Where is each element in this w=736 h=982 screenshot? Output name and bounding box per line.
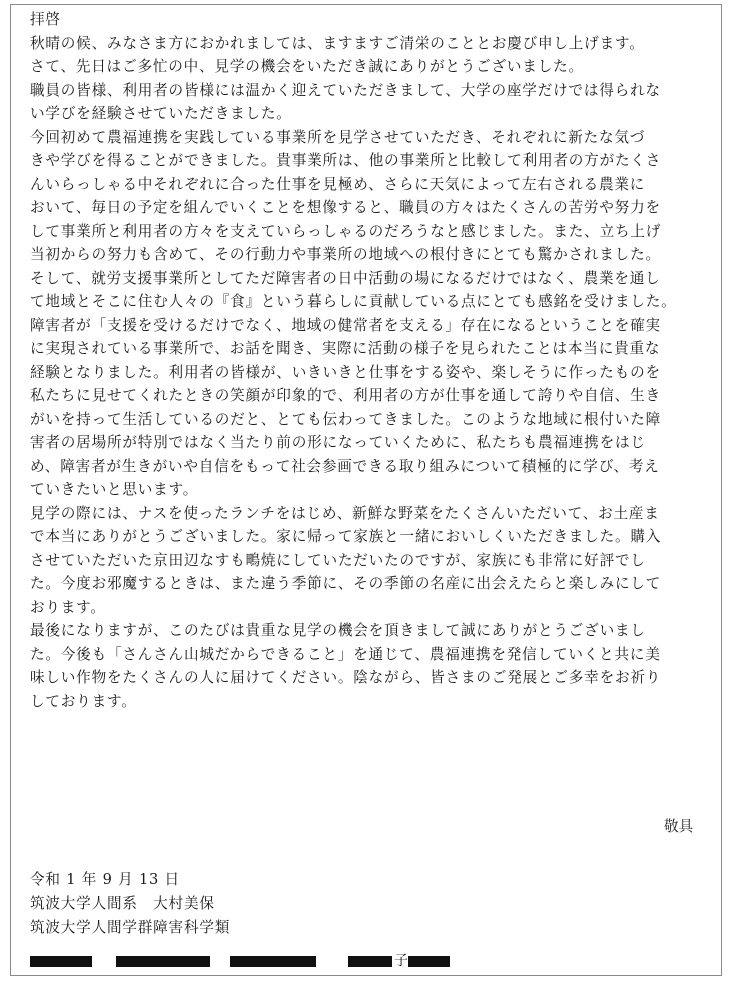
body-line: 私たちに見せてくれたときの笑顔が印象的で、利用者の方が仕事を通して誇りや自信、生き bbox=[30, 387, 661, 404]
body-line: 障害者が「支援を受けるだけでなく、地域の健常者を支える」存在になるということを確実 bbox=[30, 316, 661, 334]
body-line: しております。 bbox=[30, 692, 137, 710]
body-line: た。今度お邪魔するときは、また違う季節に、その季節の名産に出会えたらと楽しみにして bbox=[30, 575, 662, 592]
body-line: 見学の際には、ナスを使ったランチをはじめ、新鮮な野菜をたくさんいただいて、お土産ま bbox=[30, 504, 660, 522]
body-line: んいらっしゃる中それぞれに合った仕事を見極め、さらに天気によって左右される農業に bbox=[30, 175, 646, 193]
body-line: おいて、毎日の予定を組んでいくことを想像すると、職員の方々はたくさんの苦労や努力を bbox=[30, 199, 661, 216]
greeting: 拝啓 bbox=[30, 11, 61, 28]
body-line: で本当にありがとうございました。家に帰って家族と一緒においしくいただきました。購入 bbox=[30, 528, 662, 545]
redaction-bar bbox=[116, 956, 210, 967]
body-line: 味しい作物をたくさんの人に届けてください。陰ながら、皆さまのご発展とご多幸をお祈り bbox=[30, 669, 662, 686]
body-line: 秋晴の候、みなさま方におかれましては、ますますご清栄のこととお慶び申し上げます。 bbox=[30, 34, 645, 52]
body-line: 最後になりますが、このたびは貴重な見学の機会を頂きまして誠にありがとうございまし bbox=[30, 622, 646, 639]
closing-word: 敬具 bbox=[664, 818, 694, 835]
sender-department: 筑波大学人間学群障害科学類 bbox=[30, 919, 231, 936]
body-line: 当初からの努力も含めて、その行動力や事業所の地域への根付きにとても驚かされました。 bbox=[30, 246, 661, 263]
redaction-bar bbox=[408, 956, 450, 967]
body-line: おります。 bbox=[30, 598, 106, 616]
redaction-bar bbox=[348, 956, 392, 967]
body-line: た。今後も「さんさん山城だからできること」を通じて、農福連携を発信していくと共に美 bbox=[30, 645, 661, 663]
body-line: ていきたいと思います。 bbox=[30, 481, 199, 498]
body-line: そして、就労支援事業所としてただ障害者の日中活動の場になるだけではなく、農業を通し bbox=[30, 269, 661, 287]
body-line: 害者の居場所が特別ではなく当たり前の形になっていくために、私たちも農福連携をはじ bbox=[30, 434, 646, 451]
redaction-bar bbox=[230, 956, 316, 967]
body-line: 経験となりました。利用者の皆様が、いきいきと仕事をする姿や、楽しそうに作ったものを bbox=[30, 363, 661, 381]
sender-affiliation: 筑波大学人間系 大村美保 bbox=[30, 895, 215, 912]
letter-date: 令和 1 年 9 月 13 日 bbox=[30, 871, 180, 888]
body-line: きや学びを得ることができました。貴事業所は、他の事業所と比較して利用者の方がたくさ bbox=[30, 152, 662, 169]
student-name-fragment: 子 bbox=[394, 953, 408, 969]
body-line: して事業所と利用者の方々を支えていらっしゃるのだろうなと感じました。また、立ち上げ bbox=[30, 222, 662, 240]
body-line: に実現されている事業所で、お話を聞き、実際に活動の様子を見られたことは本当に貴重な bbox=[30, 340, 661, 357]
body-line: さて、先日はご多忙の中、見学の機会をいただき誠にありがとうございました。 bbox=[30, 58, 584, 75]
body-line: がいを持って生活しているのだと、とても伝わってきました。このような地域に根付いた障 bbox=[30, 410, 662, 428]
body-line: 職員の皆様、利用者の皆様には温かく迎えていただきまして、大学の座学だけでは得られな bbox=[30, 81, 661, 99]
body-line: て地域とそこに住む人々の『食』という暮らしに貢献している点にとても感銘を受けました。 bbox=[30, 293, 677, 310]
redaction-bar bbox=[30, 956, 92, 967]
body-line: 今回初めて農福連携を実践している事業所を見学させていただき、それぞれに新たな気づ bbox=[30, 128, 646, 146]
body-line: め、障害者が生きがいや自信をもって社会参画できる取り組みについて積極的に学び、考え bbox=[30, 457, 660, 475]
body-line: させていただいた京田辺なすも鴫焼にしていただいたのですが、家族にも非常に好評でし bbox=[30, 551, 646, 569]
letter-body bbox=[30, 8, 710, 713]
student-names-redacted bbox=[30, 955, 450, 969]
body-line: い学びを経験させていただきました。 bbox=[30, 105, 292, 122]
letter-footer bbox=[30, 868, 230, 940]
